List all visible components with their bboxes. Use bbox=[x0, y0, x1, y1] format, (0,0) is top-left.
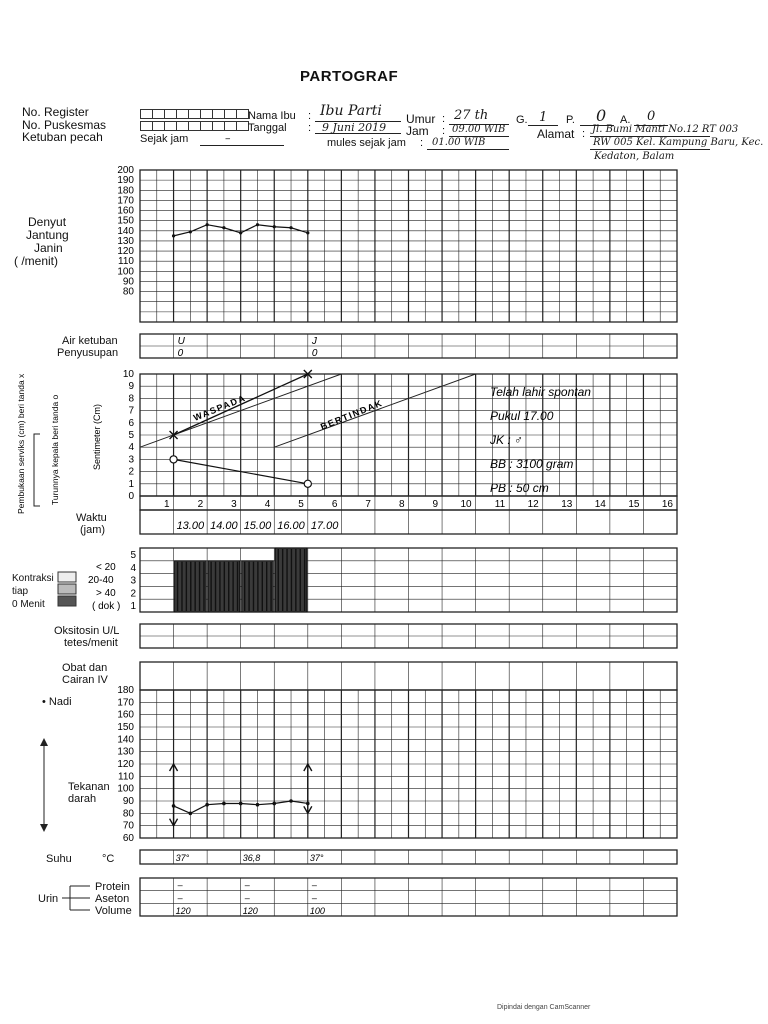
sejak-jam-label: Sejak jam bbox=[140, 133, 189, 145]
oksitosin-label-1: Oksitosin U/L bbox=[54, 625, 120, 637]
birth-note-4: PB : 50 cm bbox=[490, 481, 549, 495]
servik-x-tick: 6 bbox=[331, 499, 338, 510]
servik-x-tick: 1 bbox=[164, 499, 170, 510]
kontraksi-tick: 2 bbox=[130, 588, 136, 600]
suhu-value: 36,8 bbox=[242, 853, 261, 863]
suhu-grid bbox=[140, 850, 677, 864]
djj-grid bbox=[140, 170, 677, 322]
kontraksi-label-2: tiap bbox=[12, 586, 29, 597]
urin-aseton-value: – bbox=[244, 893, 250, 903]
obat-label-2: Cairan IV bbox=[62, 674, 108, 686]
alamat-line-1: Jl. Bumi Manti No.12 RT 003 bbox=[592, 124, 739, 135]
no-puskesmas-label: No. Puskesmas bbox=[22, 118, 107, 132]
mules-value: 01.00 WIB bbox=[432, 137, 486, 148]
urin-protein-value: – bbox=[177, 880, 183, 890]
djj-label-3: Janin bbox=[34, 241, 63, 255]
servik-x-tick: 8 bbox=[398, 499, 405, 510]
urin-grid bbox=[140, 878, 677, 916]
urin-volume-label: Volume bbox=[95, 905, 132, 917]
nadi-point bbox=[256, 803, 260, 807]
alamat-line-2: RW 005 Kel. Kampung Baru, Kec. bbox=[593, 137, 764, 148]
djj-tick: 150 bbox=[117, 215, 134, 227]
tekanan-label-1: Tekanan bbox=[68, 781, 110, 793]
nadi-tick: 80 bbox=[122, 808, 134, 820]
alamat-label: Alamat bbox=[537, 127, 575, 141]
umur-label: Umur bbox=[406, 112, 436, 126]
djj-point bbox=[172, 234, 175, 237]
legend-20-40: 20-40 bbox=[88, 575, 114, 586]
servik-side-label-2: Turunnya kepala beri tanda o bbox=[50, 394, 60, 505]
waktu-value: 14.00 bbox=[210, 520, 238, 532]
sejak-jam-value: – bbox=[225, 132, 231, 145]
jam-label: Jam bbox=[406, 124, 429, 138]
a-label: A. bbox=[620, 114, 631, 126]
nadi-point bbox=[222, 802, 226, 806]
g-value: 1 bbox=[539, 110, 548, 125]
umur-value: 27 th bbox=[454, 108, 489, 123]
birth-note-2: JK : ♂ bbox=[490, 433, 524, 447]
kontraksi-label-3: 0 Menit bbox=[12, 599, 45, 610]
a-value: 0 bbox=[647, 109, 656, 124]
servik-x-tick: 9 bbox=[432, 499, 439, 510]
ketuban-pecah-label: Ketuban pecah bbox=[22, 130, 103, 144]
oksitosin-label-2: tetes/menit bbox=[64, 637, 118, 649]
kontraksi-label-1: Kontraksi bbox=[12, 573, 54, 584]
kontraksi-legend bbox=[58, 562, 120, 612]
footer-text: Dipindai dengan CamScanner bbox=[497, 1004, 591, 1011]
servik-side-label-1: Pembukaan serviks (cm) beri tanda x bbox=[16, 373, 26, 514]
servik-x-tick: 7 bbox=[365, 499, 371, 510]
mules-label: mules sejak jam bbox=[327, 137, 406, 149]
tanggal-value: 9 Juni 2019 bbox=[322, 121, 387, 134]
penyusupan-value: 0 bbox=[177, 348, 184, 359]
servik-x-tick: 5 bbox=[298, 499, 304, 510]
urin-volume-value: 100 bbox=[309, 906, 325, 916]
waktu-value: 13.00 bbox=[176, 520, 205, 532]
urin-protein-value: – bbox=[244, 880, 250, 890]
djj-point bbox=[206, 223, 209, 226]
penyusupan-label: Penyusupan bbox=[57, 347, 119, 359]
air-ketuban-grid bbox=[140, 334, 677, 358]
djj-point bbox=[273, 225, 276, 228]
servik-tick: 10 bbox=[122, 369, 134, 380]
nadi-point bbox=[272, 802, 276, 806]
servik-tick: 9 bbox=[128, 381, 134, 393]
nadi-point bbox=[289, 799, 293, 803]
kontraksi-tick: 5 bbox=[130, 550, 136, 561]
p-value: 0 bbox=[596, 106, 607, 125]
nadi-tick: 170 bbox=[117, 697, 134, 709]
servik-x-tick: 10 bbox=[460, 499, 472, 510]
servik-tick: 4 bbox=[128, 442, 134, 454]
no-register-label: No. Register bbox=[22, 105, 89, 119]
waktu-value: 15.00 bbox=[243, 520, 272, 532]
jam-value: 09.00 WIB bbox=[452, 124, 506, 135]
tanggal-label: Tanggal bbox=[248, 122, 287, 134]
urin-protein-value: – bbox=[311, 880, 317, 890]
suhu-label: Suhu bbox=[46, 853, 72, 865]
urin-protein-label: Protein bbox=[95, 881, 130, 893]
servik-x-tick: 13 bbox=[561, 499, 573, 510]
servik-axis-label: Sentimeter (Cm) bbox=[92, 403, 102, 470]
djj-point bbox=[256, 223, 259, 226]
birth-note-1: Pukul 17.00 bbox=[490, 409, 554, 423]
waktu-jam-label: (jam) bbox=[80, 524, 106, 536]
oksitosin-grid bbox=[140, 624, 677, 648]
djj-point bbox=[222, 226, 225, 229]
nama-ibu-value: Ibu Parti bbox=[320, 103, 382, 119]
birth-note-0: Telah lahir spontan bbox=[490, 385, 591, 399]
djj-label-4: ( /menit) bbox=[14, 254, 59, 268]
nadi-tick: 120 bbox=[117, 759, 134, 770]
servik-tick: 7 bbox=[128, 405, 134, 417]
nadi-tick: 100 bbox=[117, 783, 134, 795]
turun-kepala-o-mark bbox=[304, 480, 311, 487]
birth-note-3: BB : 3100 gram bbox=[490, 457, 574, 471]
servik-tick: 6 bbox=[128, 417, 134, 429]
djj-point bbox=[189, 230, 192, 233]
urin-aseton-value: – bbox=[311, 893, 317, 903]
djj-tick: 100 bbox=[117, 266, 134, 278]
obat-grid bbox=[140, 662, 677, 690]
suhu-value: 37° bbox=[309, 853, 324, 863]
obat-label-1: Obat dan bbox=[62, 662, 108, 674]
alamat-line-3: Kedaton, Balam bbox=[594, 151, 675, 162]
servik-x-tick: 3 bbox=[231, 499, 237, 510]
servik-tick: 5 bbox=[128, 430, 134, 441]
waktu-label: Waktu bbox=[76, 512, 107, 524]
urin-volume-value: 120 bbox=[175, 906, 191, 916]
nadi-tick: 160 bbox=[117, 709, 134, 721]
djj-tick: 80 bbox=[122, 286, 134, 298]
servik-tick: 3 bbox=[128, 454, 134, 466]
urin-label: Urin bbox=[38, 893, 59, 905]
g-label: G. bbox=[516, 114, 528, 126]
djj-tick: 190 bbox=[117, 175, 134, 187]
nadi-tick: 70 bbox=[122, 820, 134, 832]
nadi-tick: 150 bbox=[117, 722, 134, 733]
air-ketuban-value: J bbox=[311, 336, 317, 347]
nadi-tick: 90 bbox=[122, 796, 134, 807]
legend-dok: ( dok ) bbox=[92, 601, 121, 612]
urin-aseton-label: Aseton bbox=[95, 893, 130, 905]
suhu-value: 37° bbox=[175, 853, 190, 863]
servik-x-tick: 16 bbox=[661, 499, 673, 510]
djj-tick: 110 bbox=[118, 256, 134, 268]
waspada-label: WASPADA bbox=[192, 392, 248, 423]
nadi-tick: 110 bbox=[118, 771, 134, 783]
urin-volume-value: 120 bbox=[242, 906, 258, 916]
penyusupan-value: 0 bbox=[311, 348, 318, 359]
p-label: P. bbox=[566, 114, 575, 126]
djj-point bbox=[239, 231, 242, 234]
urin-aseton-value: – bbox=[177, 893, 183, 903]
servik-x-tick: 12 bbox=[527, 499, 539, 510]
servik-grid bbox=[140, 374, 677, 496]
waktu-value: 17.00 bbox=[310, 520, 339, 532]
nadi-td-grid bbox=[140, 690, 677, 838]
kontraksi-tick: 1 bbox=[130, 601, 136, 613]
nadi-point bbox=[205, 803, 209, 807]
page-title: PARTOGRAF bbox=[300, 68, 399, 85]
servik-x-tick: 15 bbox=[628, 499, 640, 510]
air-ketuban-label: Air ketuban bbox=[62, 335, 118, 347]
servik-x-tick: 4 bbox=[264, 499, 271, 510]
servik-tick: 2 bbox=[128, 466, 134, 478]
servik-x-tick: 11 bbox=[494, 499, 506, 510]
servik-tick: 1 bbox=[128, 478, 134, 490]
servik-tick: 8 bbox=[128, 393, 134, 405]
djj-label-1: Denyut bbox=[28, 215, 67, 229]
servik-x-tick: 2 bbox=[197, 499, 204, 510]
djj-tick: 90 bbox=[122, 276, 134, 288]
djj-tick: 160 bbox=[117, 205, 134, 217]
nadi-tick: 60 bbox=[122, 833, 134, 844]
djj-tick: 140 bbox=[117, 225, 134, 237]
nadi-point bbox=[189, 812, 193, 816]
nama-ibu-label: Nama Ibu bbox=[248, 110, 296, 122]
legend-lt20: < 20 bbox=[96, 562, 116, 573]
djj-point bbox=[306, 231, 309, 234]
servik-x-tick: 14 bbox=[594, 499, 606, 510]
djj-tick: 170 bbox=[117, 195, 134, 207]
td-arrow bbox=[40, 738, 48, 832]
nadi-tick: 180 bbox=[117, 685, 134, 696]
nadi-tick: 140 bbox=[117, 734, 134, 746]
djj-label-2: Jantung bbox=[26, 228, 69, 242]
suhu-unit: °C bbox=[102, 853, 115, 865]
servik-tick: 0 bbox=[128, 491, 134, 502]
djj-tick: 200 bbox=[117, 165, 134, 176]
djj-tick: 120 bbox=[117, 246, 134, 258]
turun-kepala-o-mark bbox=[170, 456, 177, 463]
waktu-value: 16.00 bbox=[277, 520, 305, 532]
nadi-tick: 130 bbox=[117, 746, 134, 758]
kontraksi-tick: 4 bbox=[130, 562, 136, 574]
djj-tick: 180 bbox=[117, 185, 134, 197]
nadi-label: • Nadi bbox=[42, 696, 72, 708]
nadi-point bbox=[239, 802, 243, 806]
bertindak-label: BERTINDAK bbox=[319, 397, 385, 432]
djj-point bbox=[289, 226, 292, 229]
kontraksi-tick: 3 bbox=[130, 575, 136, 587]
legend-gt40: > 40 bbox=[96, 588, 116, 599]
tekanan-label-2: darah bbox=[68, 793, 97, 805]
djj-tick: 130 bbox=[117, 235, 134, 247]
air-ketuban-value: U bbox=[177, 336, 185, 347]
